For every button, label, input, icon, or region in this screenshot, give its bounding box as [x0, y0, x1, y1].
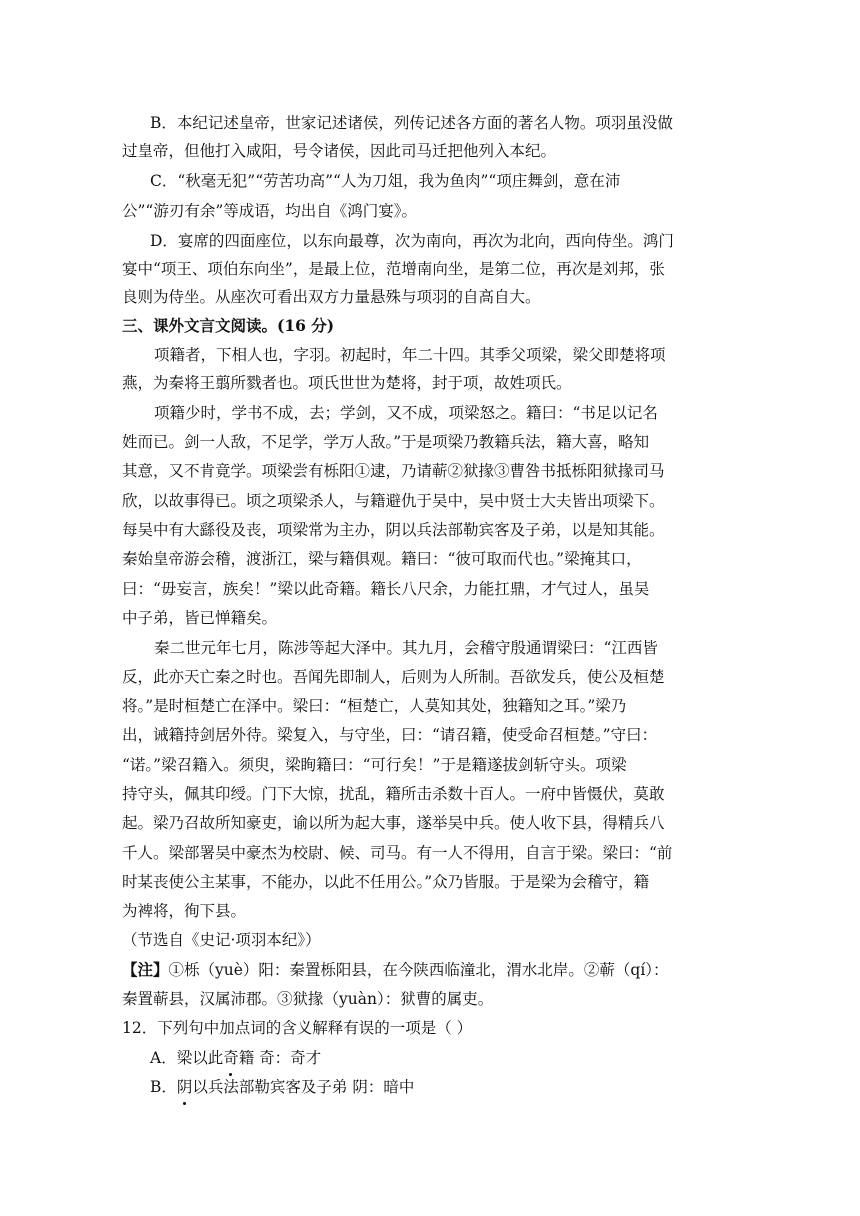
- notes-line-1: [122, 955, 669, 985]
- question-12-option-a: A．梁以此奇籍 奇：奇才: [150, 1043, 321, 1073]
- passage-p1-line-1: 项籍者，下相人也，字羽。初起时，年二十四。其季父项梁，梁父即楚将项: [154, 346, 666, 364]
- option-b-line-2: 过皇帝，但他打入咸阳，号令诸侯，因此司马迁把他列入本纪。: [122, 142, 557, 160]
- notes-text-1: ①栎（yuè）阳：秦置栎阳县，在今陕西临潼北，渭水北岸。②蕲（qí）：: [168, 961, 669, 979]
- passage-p3-line-9: 时某丧使公主某事，不能办，以此不任用公。”众乃皆服。于是梁为会稽守，籍: [122, 873, 650, 891]
- option-d-line-1: D．宴席的四面座位，以东向最尊，次为南向，再次为北向，西向侍坐。鸿门: [150, 232, 674, 250]
- passage-source: （节选自《史记·项羽本纪》）: [122, 931, 321, 949]
- passage-p3-line-1: 秦二世元年七月，陈涉等起大泽中。其九月，会稽守殷通谓梁曰：“江西皆: [154, 639, 658, 657]
- section-heading: 三、课外文言文阅读。(16 分): [122, 316, 335, 335]
- notes-line-2: 秦置蕲县，汉属沛郡。③狱掾（yuàn）：狱曹的属吏。: [122, 990, 494, 1008]
- notes-label: 【注】: [122, 960, 169, 979]
- passage-p3-line-6: 持守头，佩其印绶。门下大惊，扰乱，籍所击杀数十百人。一府中皆慑伏，莫敢: [122, 785, 665, 803]
- passage-p2-line-7: 曰：“毋妄言，族矣！”梁以此奇籍。籍长八尺余，力能扛鼎，才气过人，虽吴: [122, 580, 650, 598]
- dotted-word-yin: 阴: [177, 1072, 193, 1102]
- passage-p2-line-5: 每吴中有大繇役及丧，项梁常为主办，阴以兵法部勒宾客及子弟，以是知其能。: [122, 521, 665, 539]
- passage-p3-line-5: “诺。”梁召籍入。须臾，梁眴籍曰：“可行矣！”于是籍遂拔剑斩守头。项梁: [122, 756, 627, 774]
- passage-p3-line-4: 出，诫籍持剑居外待。梁复入，与守坐，曰：“请召籍，使受命召桓楚。”守曰：: [122, 726, 658, 744]
- passage-p1-line-2: 燕，为秦将王翦所戮者也。项氏世世为楚将，封于项，故姓项氏。: [122, 374, 572, 392]
- question-12-option-b: B．阴以兵法部勒宾客及子弟 阴：暗中: [150, 1072, 414, 1102]
- dotted-word-qi: 奇: [223, 1043, 239, 1073]
- passage-p2-line-6: 秦始皇帝游会稽，渡浙江，梁与籍俱观。籍曰：“彼可取而代也。”梁掩其口，: [122, 550, 642, 568]
- passage-p2-line-2: 姓而已。剑一人敌，不足学，学万人敌。”于是项梁乃教籍兵法，籍大喜，略知: [122, 433, 650, 451]
- option-c-line-2: 公”“游刃有余”等成语，均出自《鸿门宴》。: [122, 202, 418, 220]
- passage-p3-line-2: 反，此亦天亡秦之时也。吾闻先即制人，后则为人所制。吾欲发兵，使公及桓楚: [122, 668, 665, 686]
- option-d-line-3: 良则为侍坐。从座次可看出双方力量悬殊与项羽的自高自大。: [122, 288, 541, 306]
- passage-p3-line-7: 起。梁乃召故所知豪吏，谕以所为起大事，遂举吴中兵。使人收下县，得精兵八: [122, 814, 665, 832]
- passage-p3-line-8: 千人。梁部署吴中豪杰为校尉、候、司马。有一人不得用，自言于梁。梁曰：“前: [122, 844, 673, 862]
- question-12-stem: 12．下列句中加点词的含义解释有误的一项是（ ）: [122, 1019, 473, 1037]
- passage-p2-line-3: 其意，又不肯竟学。项梁尝有栎阳①逮，乃请蕲②狱掾③曹咎书抵栎阳狱掾司马: [122, 462, 665, 480]
- option-b-line-1: B．本纪记述皇帝，世家记述诸侯，列传记述各方面的著名人物。项羽虽没做: [150, 114, 673, 132]
- passage-p2-line-8: 中子弟，皆已惮籍矣。: [122, 609, 278, 627]
- option-c-line-1: C．“秋毫无犯”“劳苦功高”“人为刀俎，我为鱼肉”“项庄舞剑，意在沛: [150, 172, 621, 190]
- passage-p2-line-1: 项籍少时，学书不成，去；学剑，又不成，项梁怒之。籍曰：“书足以记名: [154, 404, 658, 422]
- passage-p2-line-4: 欣，以故事得已。顷之项梁杀人，与籍避仇于吴中，吴中贤士大夫皆出项梁下。: [122, 492, 665, 510]
- passage-p3-line-10: 为裨将，徇下县。: [122, 902, 247, 920]
- option-d-line-2: 宴中“项王、项伯东向坐”，是最上位，范增南向坐，是第二位，再次是刘邦，张: [122, 260, 665, 278]
- passage-p3-line-3: 将。”是时桓楚亡在泽中。梁曰：“桓楚亡，人莫知其处，独籍知之耳。”梁乃: [122, 697, 627, 715]
